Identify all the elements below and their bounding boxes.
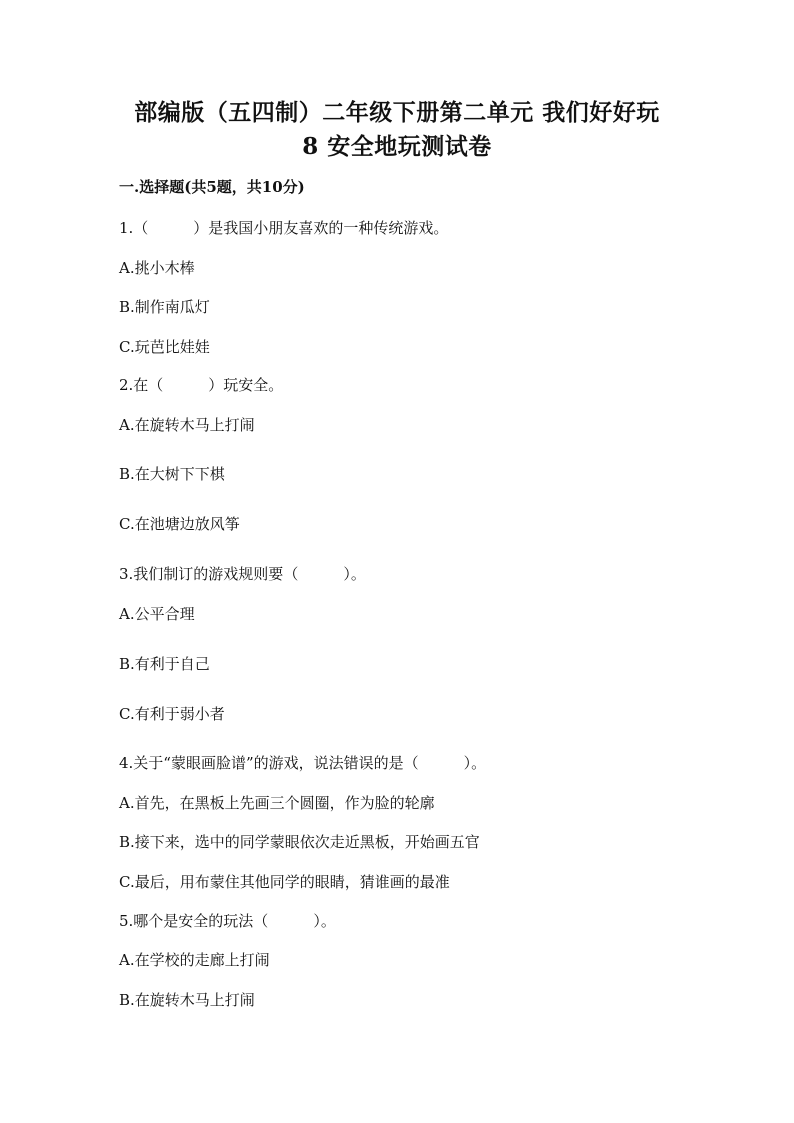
question-4-stem: 4.关于“蒙眼画脸谱”的游戏，说法错误的是（ ）。 <box>119 754 487 772</box>
page-title-line2: 8 安全地玩测试卷 <box>302 133 492 160</box>
question-2-option-a: A.在旋转木马上打闹 <box>119 416 255 434</box>
question-5-option-b: B.在旋转木马上打闹 <box>119 991 255 1009</box>
question-2-option-b: B.在大树下下棋 <box>119 465 225 483</box>
question-2-stem: 2.在（ ）玩安全。 <box>119 376 284 394</box>
question-4-option-a: A.首先，在黑板上先画三个圆圈，作为脸的轮廓 <box>119 794 435 812</box>
section-heading: 一.选择题(共5题，共10分) <box>119 178 305 196</box>
question-4-option-c: C.最后，用布蒙住其他同学的眼睛，猜谁画的最准 <box>119 873 450 891</box>
question-4-option-b: B.接下来，选中的同学蒙眼依次走近黑板，开始画五官 <box>119 833 480 851</box>
question-3-option-a: A.公平合理 <box>119 605 195 623</box>
page-title-line1: 部编版（五四制）二年级下册第二单元 我们好好玩 <box>134 99 660 126</box>
question-3-option-c: C.有利于弱小者 <box>119 705 225 723</box>
question-2-option-c: C.在池塘边放风筝 <box>119 515 240 533</box>
question-1-option-a: A.挑小木棒 <box>119 259 195 277</box>
question-3-stem: 3.我们制订的游戏规则要（ ）。 <box>119 565 366 583</box>
question-1-stem: 1.（ ）是我国小朋友喜欢的一种传统游戏。 <box>119 219 449 237</box>
question-1-option-c: C.玩芭比娃娃 <box>119 338 210 356</box>
question-1-option-b: B.制作南瓜灯 <box>119 298 210 316</box>
question-5-stem: 5.哪个是安全的玩法（ ）。 <box>119 912 336 930</box>
question-3-option-b: B.有利于自己 <box>119 655 210 673</box>
question-5-option-a: A.在学校的走廊上打闹 <box>119 951 270 969</box>
